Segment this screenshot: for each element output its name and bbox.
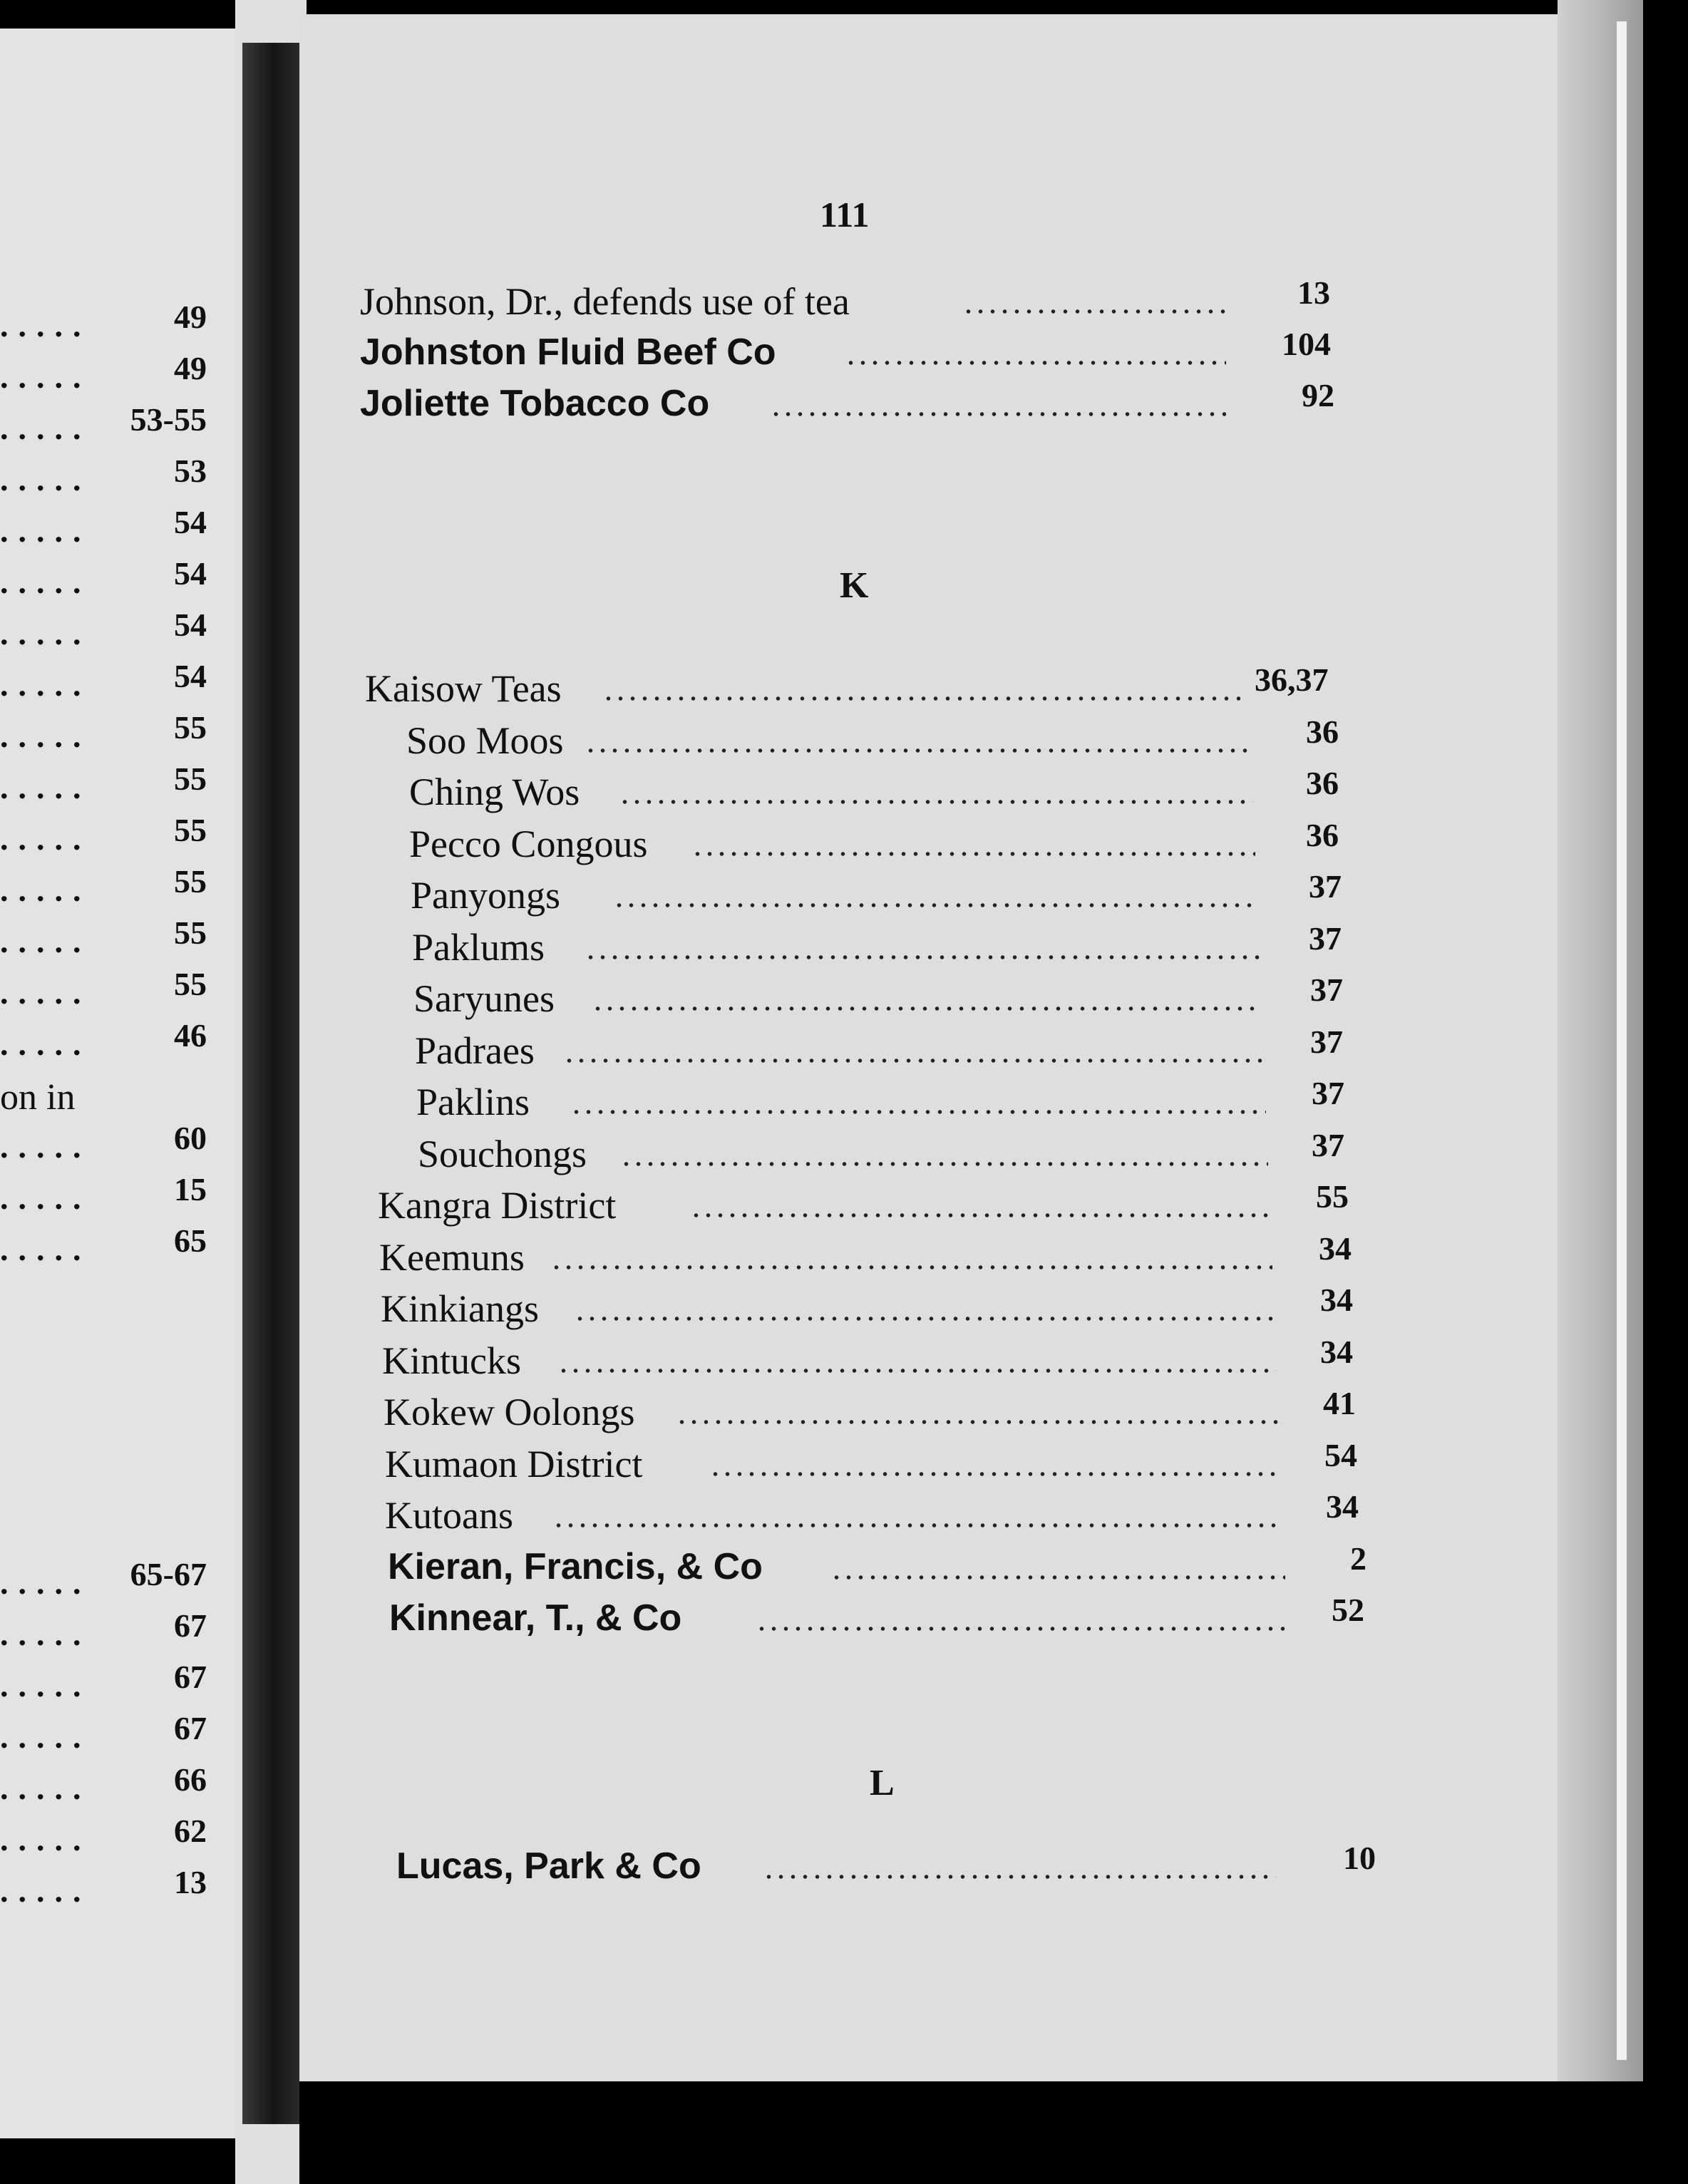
left-page-ref: 67 [174, 1659, 207, 1695]
entry-page-ref: 37 [1309, 868, 1342, 905]
left-page-row [0, 1170, 221, 1216]
entry-name: Kaisow Teas [365, 667, 562, 710]
left-page-row [0, 503, 221, 549]
leader-dots [830, 1575, 1285, 1580]
entry-name: Padraes [415, 1029, 535, 1072]
index-entry [360, 326, 1346, 378]
left-page-ref: 53 [174, 453, 207, 489]
index-entry [360, 377, 1366, 429]
leader-dots: ..... [0, 1026, 91, 1062]
leader-dots: ..... [0, 1719, 91, 1755]
left-page-ref: 66 [174, 1761, 207, 1798]
left-page-row [0, 1222, 221, 1267]
leader-dots: ..... [0, 1667, 91, 1704]
entry-name: Johnson, Dr., defends use of tea [360, 280, 850, 323]
leader-dots [845, 361, 1226, 365]
left-page-row [0, 452, 221, 498]
leader-dots [592, 1006, 1262, 1011]
leader-dots: ..... [0, 1128, 91, 1165]
left-page-ref: 55 [174, 709, 207, 746]
leader-dots: ..... [0, 512, 91, 549]
leader-dots: ..... [0, 974, 91, 1011]
leader-dots [962, 309, 1226, 314]
entry-page-ref: 36,37 [1255, 661, 1329, 698]
entry-name: Johnston Fluid Beef Co [360, 331, 776, 373]
leader-dots [585, 955, 1260, 959]
entry-page-ref: 54 [1324, 1436, 1357, 1473]
left-page-ref: 49 [174, 299, 207, 335]
entry-page-ref: 55 [1316, 1178, 1349, 1215]
left-page-row [0, 657, 221, 703]
index-entry [396, 1840, 1407, 1892]
index-entry [406, 713, 1370, 766]
index-entry [409, 765, 1370, 817]
entry-page-ref: 37 [1312, 1075, 1344, 1111]
leader-dots [763, 1875, 1276, 1879]
index-entry [381, 1282, 1384, 1334]
leader-dots [676, 1420, 1279, 1424]
leader-dots: ..... [0, 615, 91, 651]
entry-name: Kumaon District [385, 1442, 643, 1485]
left-page-ref: 67 [174, 1710, 207, 1746]
leader-dots: ..... [0, 359, 91, 395]
entry-name: Souchongs [418, 1132, 587, 1175]
leader-dots [602, 696, 1240, 701]
entry-name: Kokew Oolongs [384, 1391, 635, 1433]
entry-name: Paklums [412, 925, 545, 969]
leader-dots: ..... [0, 1821, 91, 1858]
index-entry [385, 1488, 1390, 1540]
leader-dots [585, 748, 1251, 753]
left-page-row [0, 555, 221, 600]
leader-dots [563, 1058, 1264, 1063]
left-page-row [0, 1119, 221, 1165]
index-entry [411, 868, 1373, 920]
left-page-ref: 15 [174, 1171, 207, 1207]
leader-dots [613, 903, 1257, 907]
left-page-ref: 65 [174, 1222, 207, 1259]
entry-page-ref: 10 [1343, 1840, 1376, 1876]
leader-dots: ..... [0, 1770, 91, 1806]
index-entry [413, 972, 1374, 1024]
left-page-ref: 60 [174, 1120, 207, 1156]
entry-page-ref: 37 [1310, 1023, 1343, 1060]
leader-dots [574, 1317, 1275, 1321]
left-page-ref: 67 [174, 1607, 207, 1644]
page-number: 111 [820, 195, 870, 235]
entry-name: Soo Moos [406, 718, 564, 762]
left-page-row [0, 709, 221, 754]
entry-name: Saryunes [413, 977, 555, 1020]
leader-dots: ..... [0, 1873, 91, 1909]
entry-name: Keemuns [379, 1235, 525, 1279]
left-page-row [0, 1658, 221, 1704]
entry-name: Kieran, Francis, & Co [388, 1545, 763, 1587]
left-page-row [0, 1761, 221, 1806]
left-page-ref: 55 [174, 812, 207, 848]
gutter-shadow [242, 43, 299, 2124]
left-page-ref: 54 [174, 658, 207, 694]
left-page-ref: 13 [174, 1864, 207, 1900]
left-page-row [0, 606, 221, 649]
leader-dots [690, 1213, 1270, 1217]
entry-name: Panyongs [411, 874, 561, 917]
left-page-row [0, 401, 221, 446]
index-entry [412, 920, 1373, 972]
index-entry [378, 1178, 1380, 1230]
leader-dots: ..... [0, 307, 91, 344]
entry-name: Kinkiangs [381, 1287, 539, 1330]
leader-dots [620, 1162, 1268, 1166]
leader-dots: ..... [0, 718, 91, 754]
leader-dots [552, 1523, 1283, 1528]
left-page-ref: 54 [174, 555, 207, 592]
left-page-row [0, 862, 221, 908]
leader-dots: ..... [0, 410, 91, 446]
index-entry [388, 1540, 1414, 1592]
leader-dots [619, 800, 1253, 804]
entry-page-ref: 36 [1306, 816, 1339, 853]
index-entry [415, 1023, 1374, 1076]
entry-name: Lucas, Park & Co [396, 1845, 701, 1887]
page-edge-highlight [1617, 21, 1627, 2060]
entry-page-ref: 34 [1326, 1488, 1359, 1525]
left-page-row [0, 1709, 221, 1755]
leader-dots [570, 1110, 1266, 1114]
entry-name: Paklins [416, 1081, 530, 1123]
section-letter-l: L [870, 1763, 895, 1803]
left-page-row [0, 760, 221, 803]
entry-page-ref: 34 [1319, 1230, 1352, 1267]
left-page-ref: 55 [174, 761, 207, 797]
left-page-ref: 53-55 [130, 401, 207, 438]
entry-page-ref: 36 [1306, 765, 1339, 801]
leader-dots [756, 1627, 1287, 1631]
left-page-row [0, 1812, 221, 1858]
left-page-row [0, 349, 221, 395]
entry-page-ref: 92 [1302, 377, 1334, 413]
index-entry [360, 274, 1362, 326]
left-page-row [0, 1863, 221, 1909]
entry-name: Kutoans [385, 1494, 513, 1537]
left-page-row [0, 1016, 221, 1062]
page-edge [1558, 0, 1643, 2081]
entry-page-ref: 52 [1332, 1592, 1364, 1628]
leader-dots: ..... [0, 769, 91, 805]
left-page-ref: 49 [174, 350, 207, 386]
left-page-text-fragment: on in [0, 1077, 76, 1118]
leader-dots [557, 1369, 1277, 1373]
leader-dots: ..... [0, 1231, 91, 1267]
left-page-ref: 65-67 [130, 1556, 207, 1592]
left-page-ref: 54 [174, 607, 207, 643]
index-entry [365, 661, 1329, 714]
index-entry [384, 1385, 1387, 1437]
entry-name: Kintucks [382, 1339, 521, 1382]
left-page-ref: 55 [174, 966, 207, 1002]
leader-dots: ..... [0, 564, 91, 600]
leader-dots [550, 1265, 1272, 1269]
index-entry [418, 1126, 1376, 1179]
left-page-row [0, 965, 221, 1011]
entry-page-ref: 41 [1323, 1385, 1356, 1421]
leader-dots: ..... [0, 820, 91, 857]
leader-dots [691, 852, 1255, 856]
index-entry [385, 1436, 1389, 1489]
page-bottom-shadow [299, 2081, 1654, 2184]
index-entry [389, 1592, 1396, 1644]
entry-page-ref: 2 [1350, 1540, 1367, 1577]
entry-page-ref: 36 [1306, 713, 1339, 750]
entry-page-ref: 37 [1312, 1126, 1344, 1163]
leader-dots: ..... [0, 1565, 91, 1601]
leader-dots: ..... [0, 1180, 91, 1216]
left-page-row [0, 811, 221, 857]
left-page-ref: 55 [174, 915, 207, 951]
leader-dots: ..... [0, 666, 91, 703]
left-page-ref: 62 [174, 1813, 207, 1849]
leader-dots [709, 1472, 1281, 1476]
section-letter-k: K [840, 565, 869, 606]
left-page-row [0, 298, 221, 344]
entry-page-ref: 34 [1320, 1282, 1353, 1318]
entry-page-ref: 13 [1297, 274, 1330, 311]
entry-page-ref: 34 [1320, 1333, 1353, 1370]
entry-name: Ching Wos [409, 771, 580, 813]
entry-page-ref: 37 [1309, 920, 1342, 957]
left-page-row [0, 914, 221, 957]
entry-name: Joliette Tobacco Co [360, 383, 710, 424]
entry-page-ref: 104 [1282, 326, 1331, 362]
left-page-ref: 55 [174, 863, 207, 900]
leader-dots: ..... [0, 923, 91, 959]
leader-dots: ..... [0, 461, 91, 498]
left-page-ref: 46 [174, 1017, 207, 1054]
left-page-row [0, 1607, 221, 1652]
left-page-row [0, 1555, 221, 1601]
entry-name: Kangra District [378, 1184, 617, 1227]
leader-dots [770, 412, 1226, 416]
entry-page-ref: 37 [1310, 972, 1343, 1008]
left-page-ref: 54 [174, 504, 207, 540]
entry-name: Pecco Congous [409, 822, 648, 865]
index-entry [416, 1075, 1376, 1127]
index-entry [382, 1333, 1384, 1386]
entry-name: Kinnear, T., & Co [389, 1597, 682, 1639]
index-entry [379, 1230, 1383, 1282]
leader-dots: ..... [0, 1616, 91, 1652]
index-entry [409, 816, 1370, 869]
left-page-fragment [0, 29, 235, 2138]
leader-dots: ..... [0, 872, 91, 908]
